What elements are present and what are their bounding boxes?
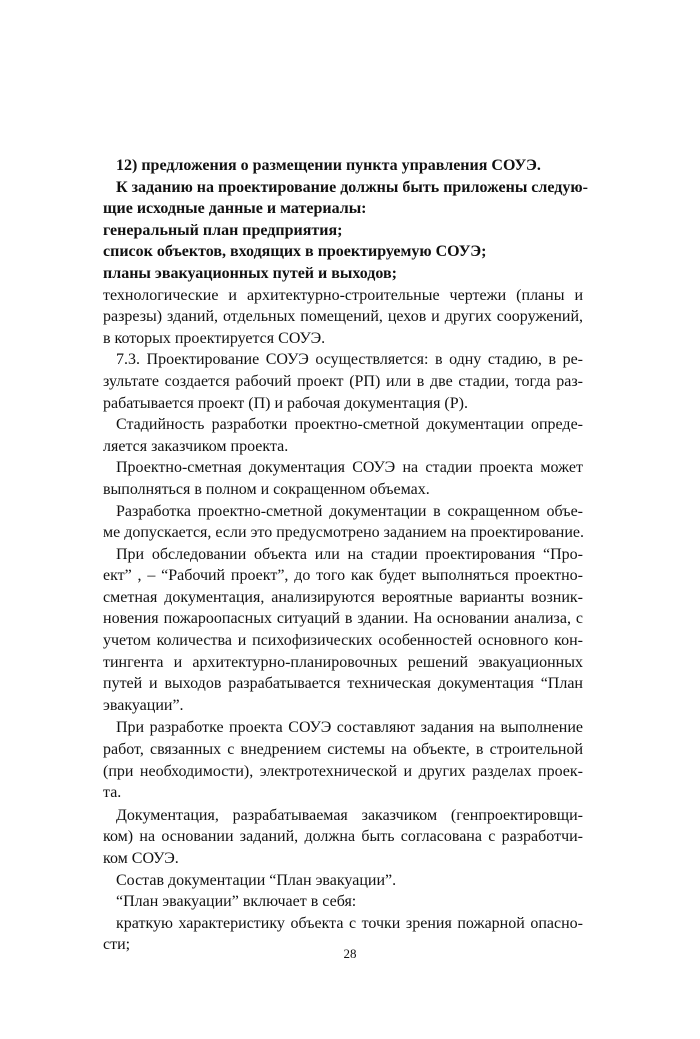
text-line: При разработке проекта СОУЭ составляют задания на выполнение (116, 719, 583, 737)
body-text (103, 155, 588, 956)
text-line: ляется заказчиком проекта. (103, 437, 289, 455)
text-line: Проектно-сметная документация СОУЭ на стадии проекта может (116, 459, 583, 477)
text-line: выполняться в полном и сокращенном объемах. (103, 480, 430, 498)
text-line: ме допускается, если это предусмотрено заданием на проектирование. (103, 524, 584, 542)
text-line: 7.3. Проектирование СОУЭ осуществляется: в одну стадию, в ре- (116, 351, 583, 369)
text-line: При обследовании объекта или на стадии проектирования “Про- (116, 545, 583, 563)
text-line: список объектов, входящих в проектируемую СОУЭ; (103, 243, 487, 261)
text-line: тингента и архитектурно-планировочных решений эвакуационных (103, 653, 583, 671)
text-line: краткую характеристику объекта с точки зрения пожарной опасно- (116, 914, 583, 932)
text-line: (при необходимости), электротехнической и других разделах проек- (103, 762, 583, 780)
text-line: щие исходные данные и материалы: (103, 200, 367, 218)
text-line: рабатывается проект (П) и рабочая документация (Р). (103, 394, 468, 412)
text-line: сти; (103, 936, 131, 954)
text-line: Документация, разрабатываемая заказчиком (генпроектировщи- (116, 806, 583, 824)
text-line: работ, связанных с внедрением системы на объекте, в строительной (103, 741, 583, 759)
text-line: в которых проектируется СОУЭ. (103, 329, 326, 347)
text-line: эвакуации”. (103, 696, 184, 714)
text-line: “План эвакуации” включает в себя: (116, 893, 357, 911)
text-line: та. (103, 784, 122, 802)
text-line: сметная документация, анализируются вероятные варианты возник- (103, 588, 583, 606)
text-line: 12) предложения о размещении пункта управления СОУЭ. (116, 157, 541, 174)
text-line: ком СОУЭ. (103, 850, 179, 867)
text-line: К заданию на проектирование должны быть приложены следую- (116, 178, 588, 196)
text-line: ект” , – “Рабочий проект”, до того как будет выполняться проектно- (103, 567, 583, 585)
text-line: Разработка проектно-сметной документации в сокращенном объе- (116, 502, 583, 520)
text-line: зультате создается рабочий проект (РП) или в две стадии, тогда раз- (103, 372, 583, 390)
text-line: технологические и архитектурно-строительные чертежи (планы и (103, 286, 583, 304)
text-line: Состав документации “План эвакуации”. (116, 871, 397, 889)
text-line: разрезы) зданий, отдельных помещений, цехов и других сооружений, (103, 308, 583, 326)
page-number: 28 (343, 946, 357, 961)
text-line: учетом количества и психофизических особенностей основного кон- (103, 632, 583, 650)
text-line: Стадийность разработки проектно-сметной документации опреде- (116, 416, 583, 434)
text-line: планы эвакуационных путей и выходов; (103, 264, 397, 282)
text-line: генеральный план предприятия; (103, 221, 343, 239)
text-line: новения пожароопасных ситуаций в здании. На основании анализа, с (103, 610, 583, 628)
text-line: ком) на основании заданий, должна быть согласована с разработчи- (103, 828, 583, 846)
text-line: путей и выходов разрабатывается техническая документация “План (103, 675, 583, 693)
